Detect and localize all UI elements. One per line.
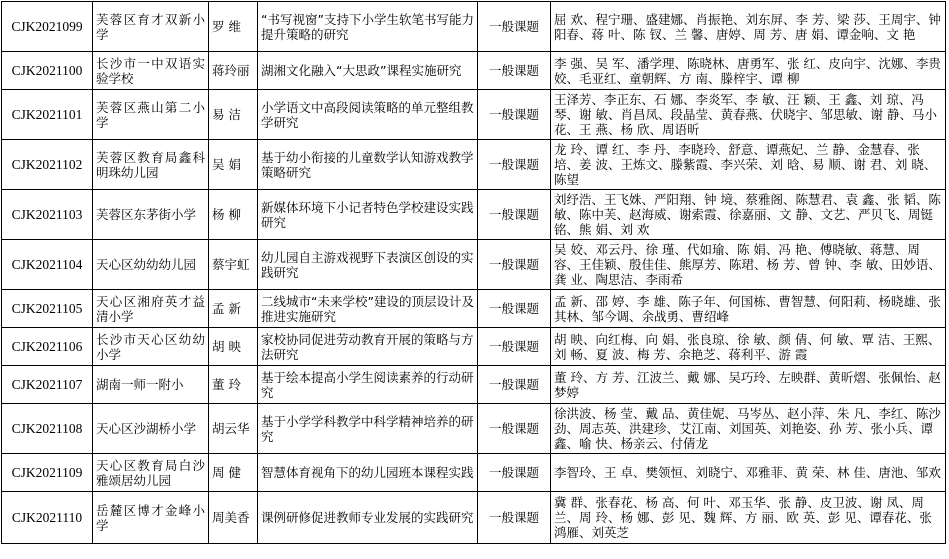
table-row: [2, 52, 946, 90]
school-name: 长沙市一中双语实验学校: [93, 52, 209, 90]
school-name: 天心区教育局白沙雅颂居幼儿园: [93, 454, 209, 492]
table-row: [2, 492, 946, 544]
project-title: 基于绘本提高小学生阅读素养的行动研究: [258, 366, 478, 404]
project-id: CJK2021109: [2, 454, 93, 492]
school-name: 天心区幼幼幼儿园: [93, 240, 209, 290]
project-id: CJK2021103: [2, 190, 93, 240]
school-name: 芙蓉区育才双新小学: [93, 2, 209, 52]
table-row: [2, 90, 946, 140]
project-type: 一般课题: [478, 140, 551, 190]
team-members: 屈 欢、程宁珊、盛建娜、肖振艳、刘东屏、李 芳、梁 莎、王周宇、钟阳春、蒋 叶、陈 钗、兰 馨、唐婷、周 芳、唐 娟、谭金响、文 艳: [551, 2, 946, 52]
project-title: 基于小学学科教学中科学精神培养的研究: [258, 404, 478, 454]
project-id: CJK2021100: [2, 52, 93, 90]
project-title: “书写视窗”支持下小学生软笔书写能力提升策略的研究: [258, 2, 478, 52]
table-row: [2, 454, 946, 492]
project-leader: 蒋玲丽: [209, 52, 258, 90]
project-title: 湖湘文化融入“大思政”课程实施研究: [258, 52, 478, 90]
project-type: 一般课题: [478, 328, 551, 366]
project-type: 一般课题: [478, 404, 551, 454]
project-leader: 吴 娟: [209, 140, 258, 190]
project-type: 一般课题: [478, 90, 551, 140]
school-name: 长沙市天心区幼幼小学: [93, 328, 209, 366]
project-leader: 罗 维: [209, 2, 258, 52]
project-leader: 董 玲: [209, 366, 258, 404]
project-id: CJK2021101: [2, 90, 93, 140]
project-type: 一般课题: [478, 492, 551, 544]
project-table: [1, 1, 946, 544]
project-title: 幼儿园自主游戏视野下表演区创设的实践研究: [258, 240, 478, 290]
project-title: 新媒体环境下小记者特色学校建设实践研究: [258, 190, 478, 240]
project-leader: 胡云华: [209, 404, 258, 454]
project-id: CJK2021099: [2, 2, 93, 52]
table-row: [2, 190, 946, 240]
table-row: [2, 366, 946, 404]
table-body: [2, 2, 946, 544]
project-id: CJK2021102: [2, 140, 93, 190]
project-title: 小学语文中高段阅读策略的单元整组教学研究: [258, 90, 478, 140]
project-id: CJK2021110: [2, 492, 93, 544]
project-type: 一般课题: [478, 52, 551, 90]
team-members: 孟 新、邵 婷、李 雄、陈子年、何国栋、曹智慧、何阳莉、杨晓雄、张其林、邹今调、余战勇、曹绍峰: [551, 290, 946, 328]
school-name: 岳麓区博才金峰小学: [93, 492, 209, 544]
table-row: [2, 240, 946, 290]
school-name: 湖南一师一附小: [93, 366, 209, 404]
table-row: [2, 140, 946, 190]
project-type: 一般课题: [478, 290, 551, 328]
team-members: 李智玲、王 卓、樊领恒、刘晓宁、邓雅菲、黄 荣、林 佳、唐池、邹欢: [551, 454, 946, 492]
school-name: 芙蓉区燕山第二小学: [93, 90, 209, 140]
team-members: 冀 群、张春花、杨 高、何 叶、邓玉华、张 静、皮卫波、谢 凤、周 兰、周 玲、杨 娜、彭 见、魏 辉、方 丽、欧 英、彭 见、谭春花、张鸿雁、刘英芝: [551, 492, 946, 544]
project-leader: 杨 柳: [209, 190, 258, 240]
project-title: 课例研修促进教师专业发展的实践研究: [258, 492, 478, 544]
table-row: [2, 2, 946, 52]
team-members: 吴 姣、邓云丹、徐 瑾、代如瑜、陈 娟、冯 艳、傅晓敏、蒋慧、周容、王佳颖、殷佳佳、熊厚芳、陈珺、杨 芳、曾 钟、李 敏、田妙语、龚 业、陶思洁、李雨希: [551, 240, 946, 290]
project-leader: 周 健: [209, 454, 258, 492]
project-title: 二线城市“未来学校”建设的顶层设计及推进实施研究: [258, 290, 478, 328]
project-title: 家校协同促进劳动教育开展的策略与方法研究: [258, 328, 478, 366]
project-leader: 周美香: [209, 492, 258, 544]
project-id: CJK2021107: [2, 366, 93, 404]
project-leader: 易 洁: [209, 90, 258, 140]
project-type: 一般课题: [478, 2, 551, 52]
team-members: 刘纾浩、王飞姝、严阳翔、钟 境、蔡雅阁、陈慧君、袁 鑫、张 韬、陈 敏、陈中芙、赵海威、谢索霞、徐嘉丽、文 静、文艺、严贝飞、周铤铭、熊 娟、刘 欢: [551, 190, 946, 240]
project-type: 一般课题: [478, 454, 551, 492]
project-leader: 孟 新: [209, 290, 258, 328]
team-members: 徐洪波、杨 莹、戴 品、黄佳妮、马岑丛、赵小萍、朱 凡、李红、陈沙劲、周志英、洪建珍、艾江南、刘国英、刘艳姿、孙 芳、张小兵、谭 鑫、喻 快、杨亲云、付倩龙: [551, 404, 946, 454]
school-name: 天心区湘府英才益清小学: [93, 290, 209, 328]
school-name: 芙蓉区东茅街小学: [93, 190, 209, 240]
table-row: [2, 404, 946, 454]
project-type: 一般课题: [478, 366, 551, 404]
project-id: CJK2021106: [2, 328, 93, 366]
project-id: CJK2021108: [2, 404, 93, 454]
project-type: 一般课题: [478, 190, 551, 240]
project-type: 一般课题: [478, 240, 551, 290]
team-members: 胡 映、向红梅、向 娟、张良琼、徐 敏、颜 倩、何 敏、覃 洁、王熙、刘 畅、夏 波、梅 芳、余艳芝、蒋利平、游 霞: [551, 328, 946, 366]
project-leader: 蔡宇虹: [209, 240, 258, 290]
table-row: [2, 290, 946, 328]
project-title: 智慧体育视角下的幼儿园班本课程实践: [258, 454, 478, 492]
project-id: CJK2021104: [2, 240, 93, 290]
table-row: [2, 328, 946, 366]
school-name: 芙蓉区教育局鑫科明珠幼儿园: [93, 140, 209, 190]
team-members: 董 玲、方 芳、江波兰、戴 娜、吴巧玲、左映群、黄昕熠、张佩怡、赵梦婷: [551, 366, 946, 404]
team-members: 王泽芳、李正东、石 娜、李炎军、李 敏、汪 颖、王 鑫、刘 琼、冯琴、谢 敏、肖昌凤、段晶莹、黄春燕、伏晓宇、邹思敏、谢 静、马小花、王 燕、杨 欣、周语昕: [551, 90, 946, 140]
school-name: 天心区沙湖桥小学: [93, 404, 209, 454]
team-members: 龙 玲、谭 红、李 丹、李晓玲、舒意、谭燕妃、兰 静、金慧春、张 培、姜 波、王炼文、滕紫霞、李兴荣、刘 晗、易 顺、谢 君、刘 晓、陈望: [551, 140, 946, 190]
project-leader: 胡 映: [209, 328, 258, 366]
project-title: 基于幼小衔接的儿童数学认知游戏教学策略研究: [258, 140, 478, 190]
team-members: 李 强、吴 军、潘学理、陈晓林、唐勇军、张 红、皮向宇、沈娜、李贵姣、毛亚红、童朝辉、方 南、滕梓宇、谭 柳: [551, 52, 946, 90]
project-id: CJK2021105: [2, 290, 93, 328]
